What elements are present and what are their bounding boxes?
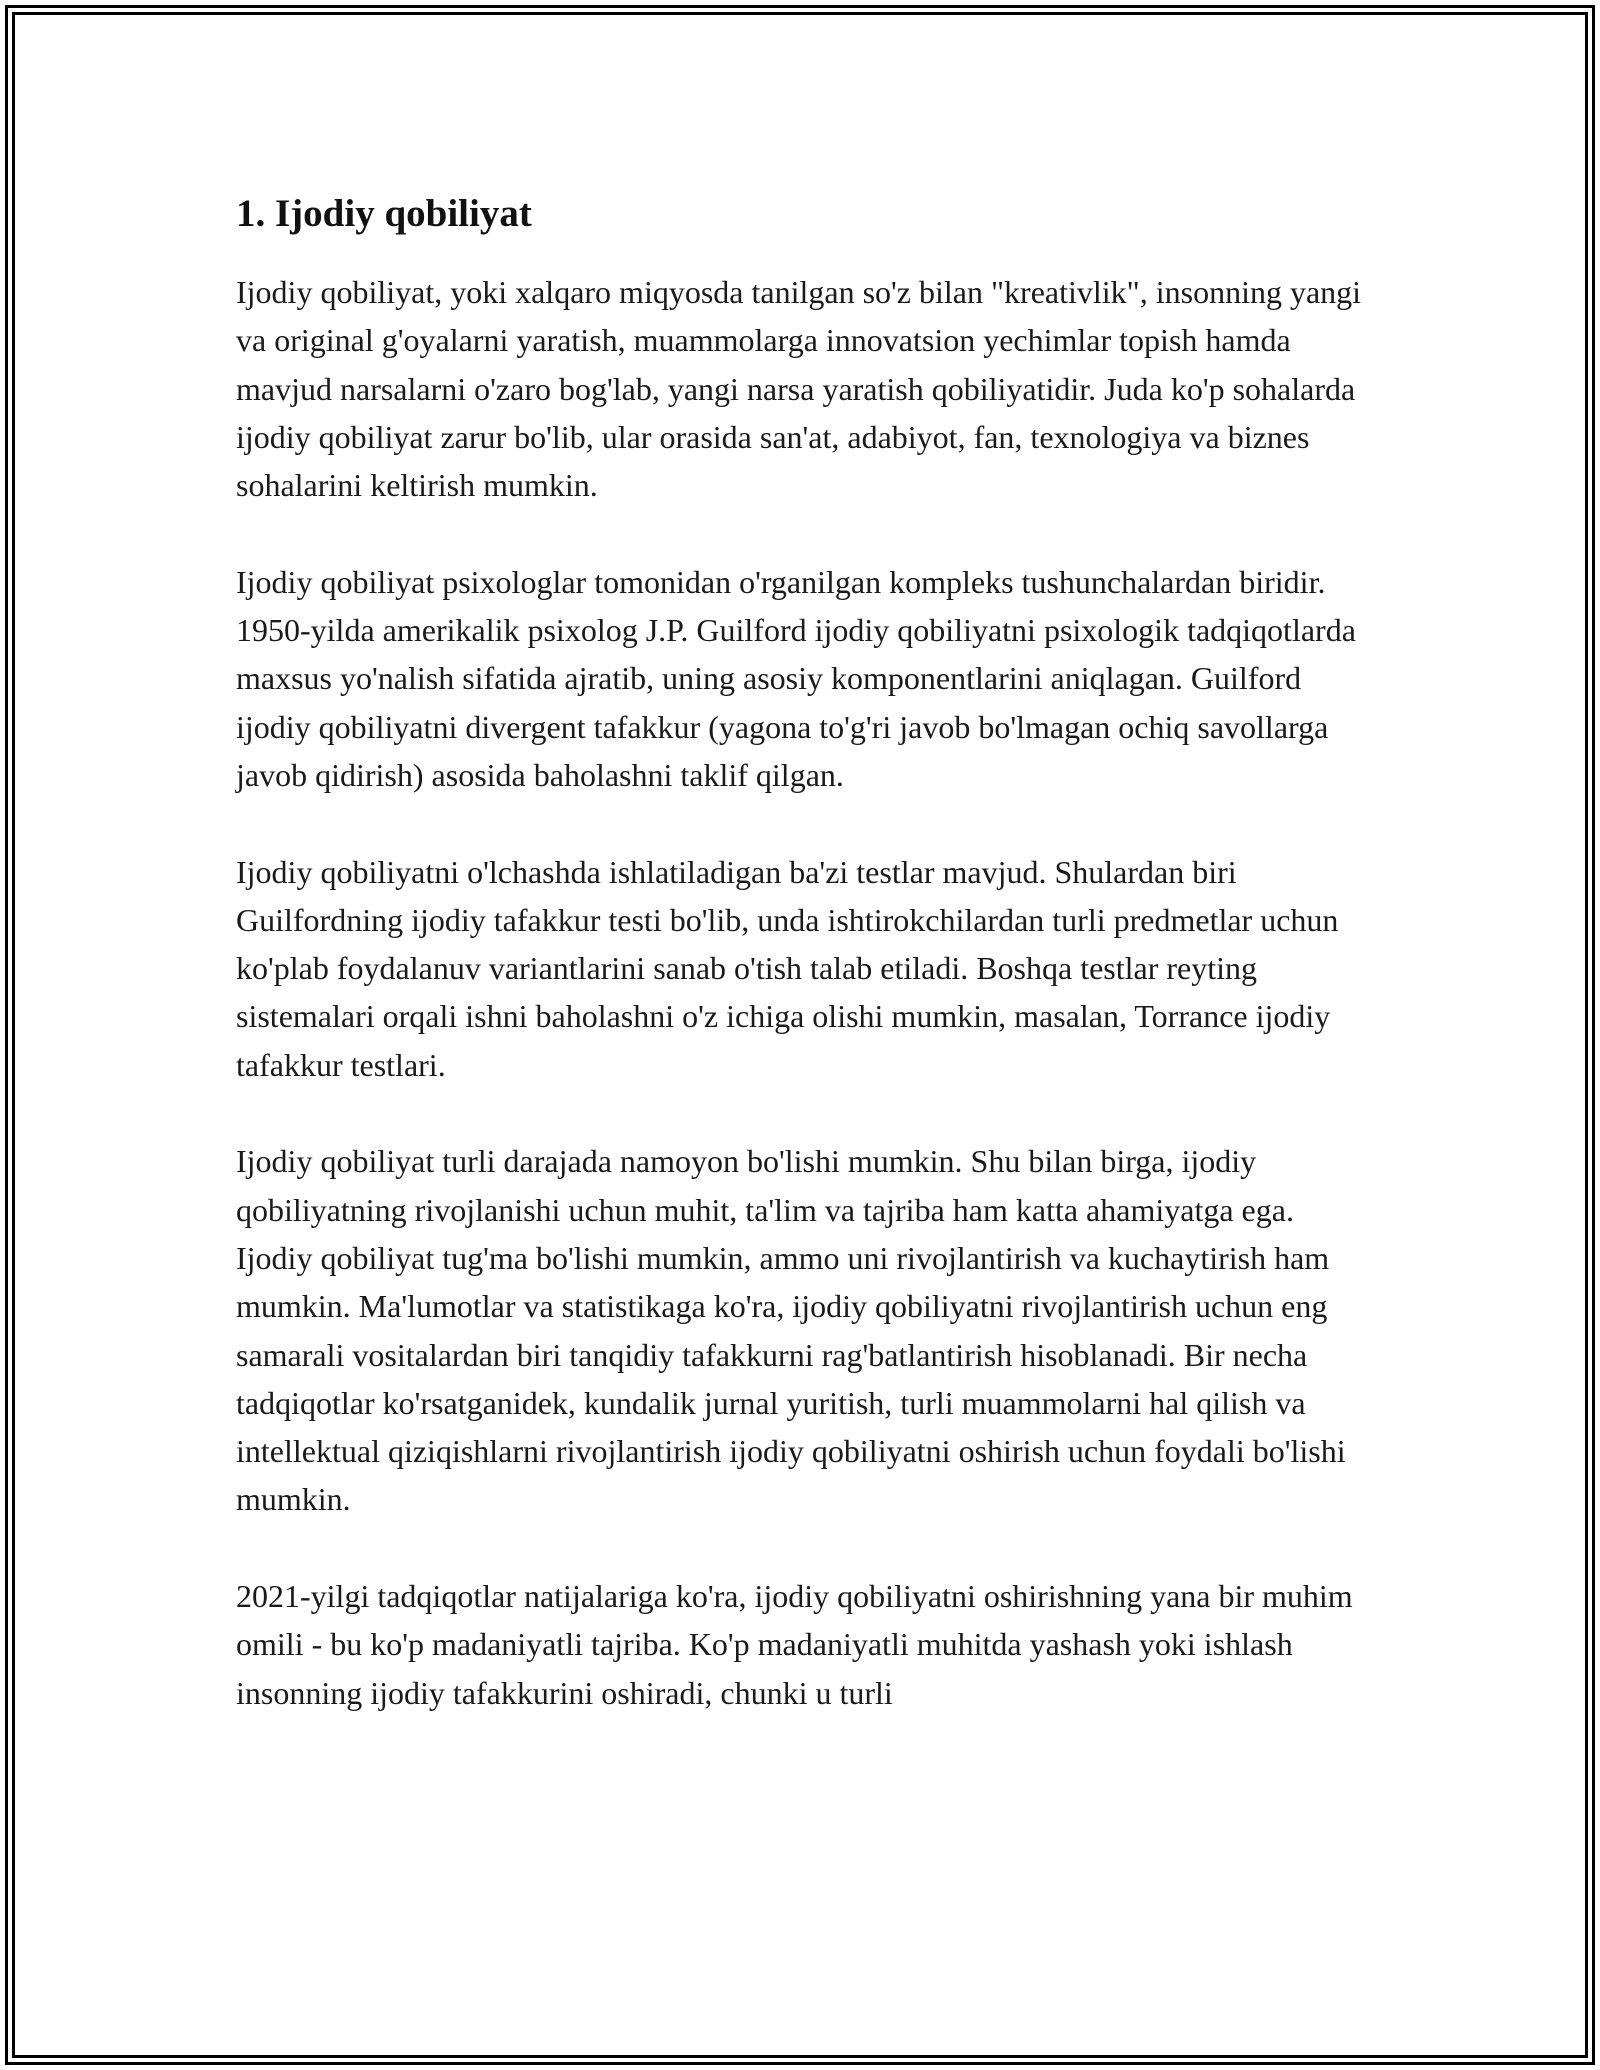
paragraph: Ijodiy qobiliyat turli darajada namoyon bo'lishi mumkin. Shu bilan birga, ijodiy qobiliyatning rivojlanishi uchun muhit, ta'lim va tajriba ham katta ahamiyatga ega. Ijodiy qobiliyat tug'ma bo'lishi mumkin, ammo uni rivojlantirish va kuchaytirish ham mumkin. Ma'lumotlar va statistikaga ko'ra, ijodiy qobiliyatni rivojlantirish uchun eng samarali vositalardan biri tanqidiy tafakkurni rag'batlantirish hisoblanadi. Bir necha tadqiqotlar ko'rsatganidek, kundalik jurnal yuritish, turli muammolarni hal qilish va intellektual qiziqishlarni rivojlantirish ijodiy qobiliyatni oshirish uchun foydali bo'lishi mumkin. xyxy=(236,1143,1346,1518)
paragraph: Ijodiy qobiliyat, yoki xalqaro miqyosda tanilgan so'z bilan "kreativlik", insonning yangi va original g'oyalarni yaratish, muammolarga innovatsion yechimlar topish hamda mavjud narsalarni o'zaro bog'lab, yangi narsa yaratish qobiliyatidir. Juda ko'p sohalarda ijodiy qobiliyat zarur bo'lib, ular orasida san'at, adabiyot, fan, texnologiya va biznes sohalarini keltirish mumkin. xyxy=(236,274,1362,504)
paragraph: Ijodiy qobiliyatni o'lchashda ishlatiladigan ba'zi testlar mavjud. Shulardan biri Guilfordning ijodiy tafakkur testi bo'lib, unda ishtirokchilardan turli predmetlar uchun ko'plab foydalanuv variantlarini sanab o'tish talab etiladi. Boshqa testlar reyting sistemalari orqali ishni baholashni o'z ichiga olishi mumkin, masalan, Torrance ijodiy tafakkur testlari. xyxy=(236,853,1339,1083)
paragraph: 2021-yilgi tadqiqotlar natijalariga ko'ra, ijodiy qobiliyatni oshirishning yana bir muhim omili - bu ko'p madaniyatli tajriba. Ko'p madaniyatli muhitda yashash yoki ishlash insonning ijodiy tafakkurini oshiradi, chunki u turli xyxy=(236,1578,1353,1711)
paragraph: Ijodiy qobiliyat psixologlar tomonidan o'rganilgan kompleks tushunchalardan biridir. 1950-yilda amerikalik psixolog J.P. Guilford ijodiy qobiliyatni psixologik tadqiqotlarda maxsus yo'nalish sifatida ajratib, uning asosiy komponentlarini aniqlagan. Guilford ijodiy qobiliyatni divergent tafakkur (yagona to'g'ri javob bo'lmagan ochiq savollarga javob qidirish) asosida baholashni taklif qilgan. xyxy=(236,563,1356,793)
document-body xyxy=(236,186,1366,1765)
section-title: 1. Ijodiy qobiliyat xyxy=(236,192,532,235)
